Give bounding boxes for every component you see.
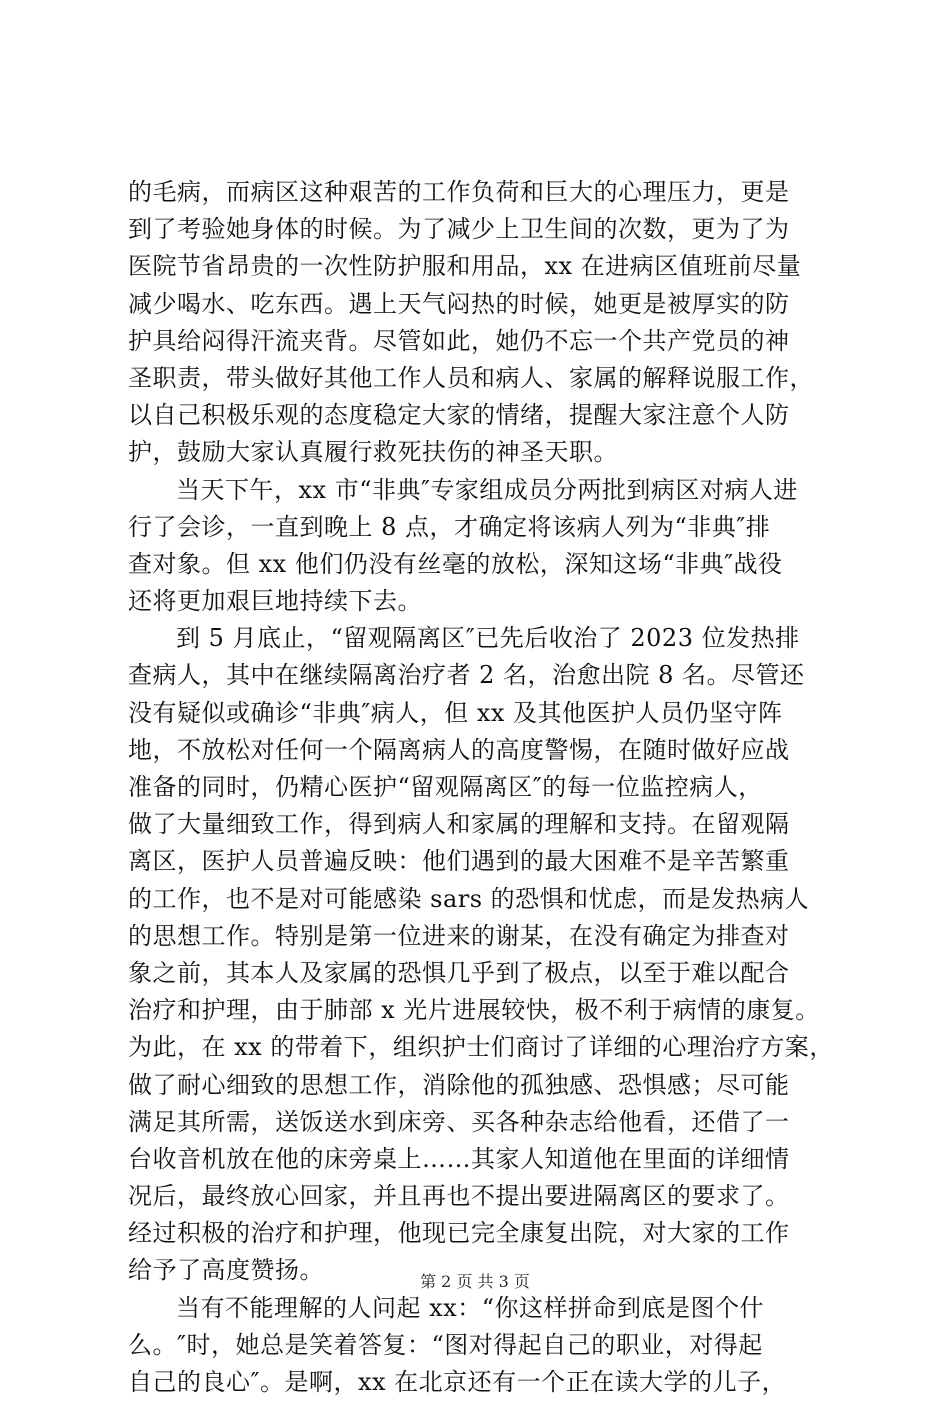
text-line: 准备的同时，仍精心医护“留观隔离区″的每一位监控病人， <box>128 773 763 801</box>
text-line: 的毛病，而病区这种艰苦的工作负荷和巨大的心理压力，更是 <box>128 178 790 206</box>
text-line: 经过积极的治疗和护理，他现已完全康复出院，对大家的工作 <box>128 1219 790 1248</box>
paragraph-start-line: 到 5 月底止，“留观隔离区″已先后收治了 2023 位发热排 <box>176 624 800 653</box>
text-line: 况后，最终放心回家，并且再也不提出要进隔离区的要求了。 <box>128 1182 790 1211</box>
text-line: 离区，医护人员普遍反映：他们遇到的最大困难不是辛苦繁重 <box>128 847 790 876</box>
text-line: 给予了高度赞扬。 <box>128 1256 324 1285</box>
text-line: 还将更加艰巨地持续下去。 <box>128 587 422 616</box>
text-line: 没有疑似或确诊“非典″病人，但 xx 及其他医护人员仍坚守阵 <box>128 698 783 727</box>
text-line: 象之前，其本人及家属的恐惧几乎到了极点，以至于难以配合 <box>128 958 790 987</box>
document-body <box>128 174 848 1401</box>
text-line: 护具给闷得汗流夹背。尽管如此，她仍不忘一个共产党员的神 <box>128 326 790 355</box>
text-line: 地，不放松对任何一个隔离病人的高度警惕，在随时做好应战 <box>128 735 790 764</box>
text-line: 护，鼓励大家认真履行救死扶伤的神圣天职。 <box>128 438 618 467</box>
text-line: 的工作，也不是对可能感染 sars 的恐惧和忧虑，而是发热病人 <box>128 884 810 913</box>
paragraph-start-line: 当天下午，xx 市“非典″专家组成员分两批到病区对病人进 <box>176 475 798 504</box>
text-line: 圣职责，带头做好其他工作人员和病人、家属的解释说服工作， <box>128 363 814 392</box>
text-line: 做了耐心细致的思想工作，消除他的孤独感、恐惧感；尽可能 <box>128 1070 790 1099</box>
text-line: 的思想工作。特别是第一位进来的谢某，在没有确定为排查对 <box>128 921 790 950</box>
text-line: 行了会诊，一直到晚上 8 点，才确定将该病人列为“非典″排 <box>128 512 771 541</box>
text-line: 么。″时，她总是笑着答复：“图对得起自己的职业，对得起 <box>128 1330 763 1359</box>
text-line: 满足其所需，送饭送水到床旁、买各种杂志给他看，还借了一 <box>128 1107 790 1136</box>
page-footer: 第 2 页 共 3 页 <box>420 1272 530 1291</box>
text-line: 台收音机放在他的床旁桌上……其家人知道他在里面的详细情 <box>128 1144 790 1173</box>
text-line: 治疗和护理，由于肺部 x 光片进展较快，极不利于病情的康复。 <box>128 996 820 1025</box>
text-line: 以自己积极乐观的态度稳定大家的情绪，提醒大家注意个人防 <box>128 401 790 430</box>
text-line: 医院节省昂贵的一次性防护服和用品，xx 在进病区值班前尽量 <box>128 252 802 281</box>
text-line: 自己的良心″。是啊，xx 在北京还有一个正在读大学的儿子， <box>128 1368 787 1396</box>
text-line: 减少喝水、吃东西。遇上天气闷热的时候，她更是被厚实的防 <box>128 289 790 318</box>
text-line: 查病人，其中在继续隔离治疗者 2 名，治愈出院 8 名。尽管还 <box>128 661 805 690</box>
text-line: 做了大量细致工作，得到病人和家属的理解和支持。在留观隔 <box>128 810 790 839</box>
text-line: 查对象。但 xx 他们仍没有丝毫的放松，深知这场“非典″战役 <box>128 549 783 578</box>
text-line: 到了考验她身体的时候。为了减少上卫生间的次数，更为了为 <box>128 215 790 244</box>
text-line: 为此，在 xx 的带着下，组织护士们商讨了详细的心理治疗方案， <box>128 1033 834 1062</box>
paragraph-start-line: 当有不能理解的人问起 xx：“你这样拼命到底是图个什 <box>176 1293 764 1322</box>
